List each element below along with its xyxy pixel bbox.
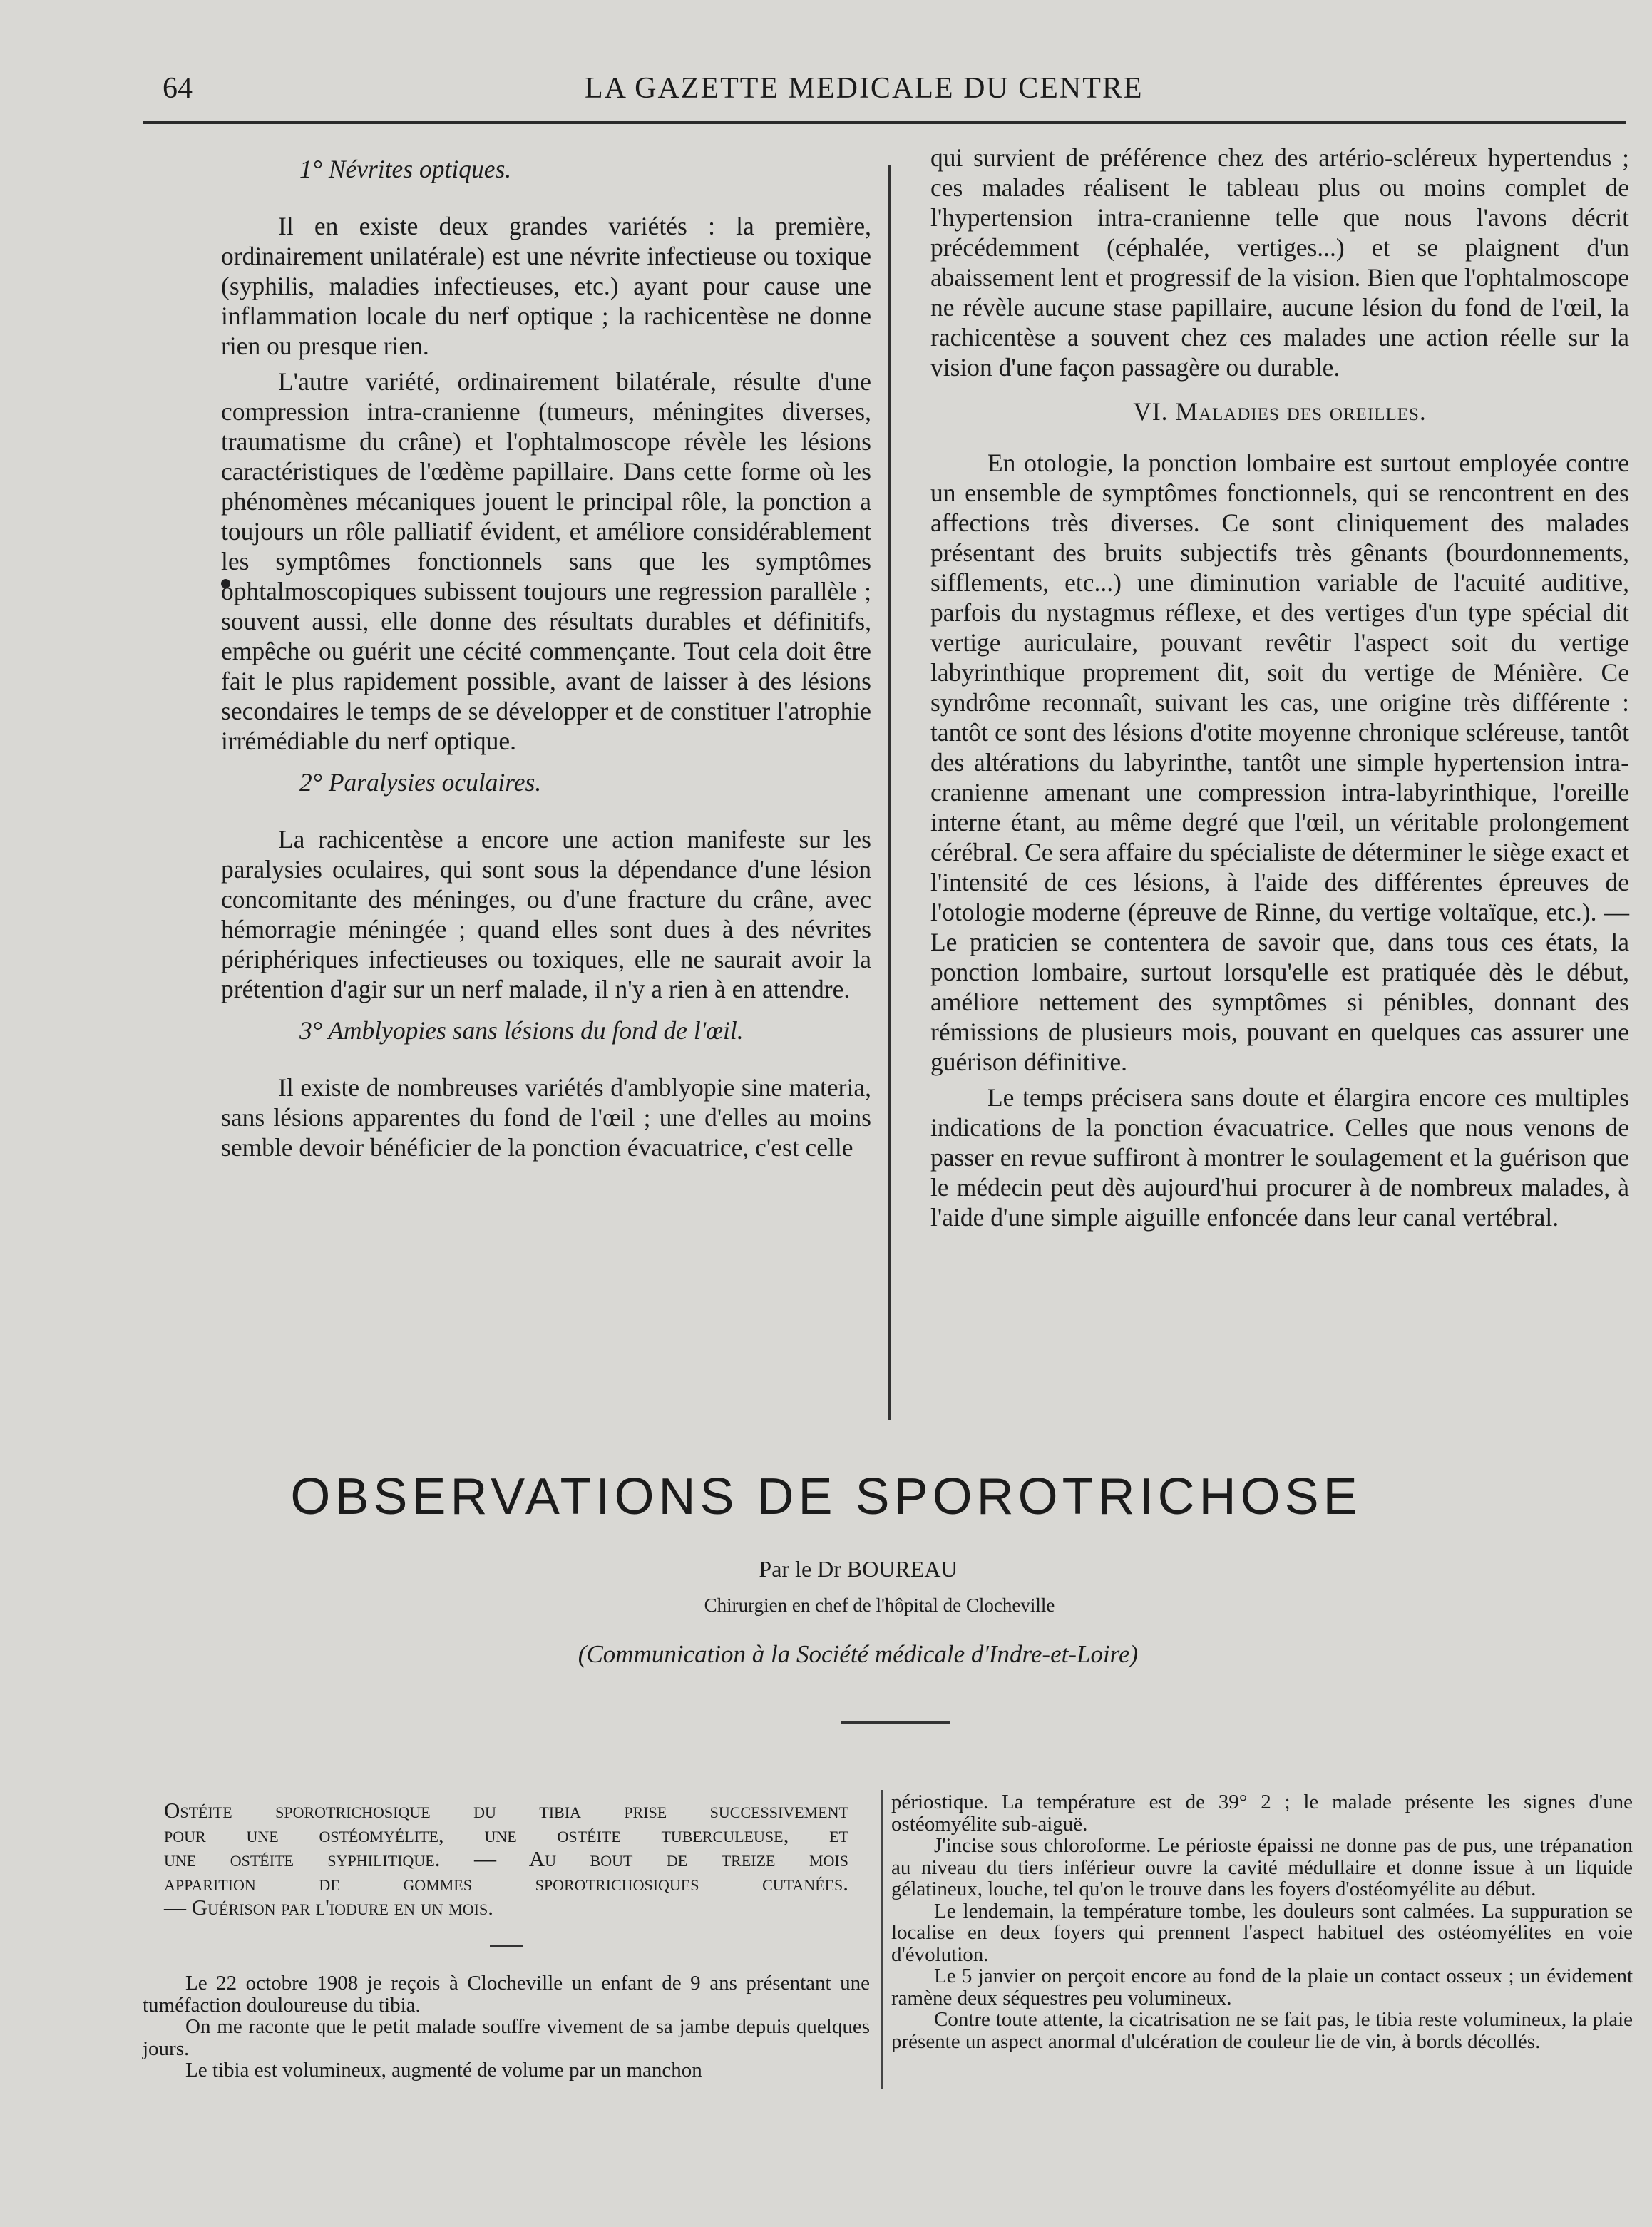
journal-title: LA GAZETTE MEDICALE DU CENTRE xyxy=(585,72,1144,105)
left-column xyxy=(221,143,871,1168)
article-title: OBSERVATIONS DE SPOROTRICHOSE xyxy=(290,1468,1362,1525)
header-rule xyxy=(143,121,1626,124)
paragraph: Il en existe deux grandes variétés : la première, ordinairement unilatérale) est une névrite infectieuse ou toxique (syphilis, maladies infectieuses, etc.) ayant pour cause une inflammation locale du nerf optique ; la rachicentèse ne donne rien ou presque rien. xyxy=(221,212,871,360)
observation-paragraph: Contre toute attente, la cicatrisation ne se fait pas, le tibia reste volumineux, la plaie présente un aspect anormal d'ulcération de couleur lie de vin, à bords décollés. xyxy=(891,2008,1633,2053)
right-column xyxy=(930,143,1629,1238)
observation-heading-line: Ostéite sporotrichosique du tibia prise successivement xyxy=(164,1798,848,1823)
observation-column-divider xyxy=(881,1790,883,2089)
observation-heading-line: une ostéite syphilitique. — Au bout de treize mois xyxy=(164,1846,848,1871)
observation-heading-line: pour une ostéomyélite, une ostéite tuberculeuse, et xyxy=(164,1822,848,1847)
observation-right-column xyxy=(891,1791,1633,2052)
observation-paragraph: périostique. La température est de 39° 2 ; le malade présente les signes d'une ostéomyélite sub-aiguë. xyxy=(891,1791,1633,1836)
observation-heading-line: apparition de gommes sporotrichosiques cutanées. xyxy=(164,1870,848,1895)
observation-paragraph: Le lendemain, la température tombe, les douleurs sont calmées. La suppuration se localise en deux foyers qui prennent l'aspect habituel des ostéomyélites en voie d'évolution. xyxy=(891,1899,1633,1966)
paragraph: Le temps précisera sans doute et élargira encore ces multiples indications de la ponction évacuatrice. Celles que nous venons de passer en revue suffiront à montrer le soulagement et la guérison que le médecin peut dès aujourd'hui procurer à de nombreux malades, à l'aide d'une simple aiguille enfoncée dans leur canal vertébral. xyxy=(930,1083,1629,1232)
observation-left-column xyxy=(143,1791,870,2082)
observation-paragraph: On me raconte que le petit malade souffre vivement de sa jambe depuis quelques jours. xyxy=(143,2015,870,2060)
observation-rule xyxy=(490,1945,523,1947)
observation-paragraph: Le 22 octobre 1908 je reçois à Clocheville un enfant de 9 ans présentant une tuméfaction douloureuse du tibia. xyxy=(143,1972,870,2017)
observation-paragraph: Le 5 janvier on perçoit encore au fond de la plaie un contact osseux ; un évidement ramène deux séquestres peu volumineux. xyxy=(891,1965,1633,2010)
page-number: 64 xyxy=(163,72,193,105)
observation-paragraph: J'incise sous chloroforme. Le périoste épaissi ne donne pas de pus, une trépanation au niveau du tiers inférieur ouvre la cavité médullaire et donne issue à un liquide gélatineux, louche, tel qu'on le trouve dans les foyers d'ostéomyélite au début. xyxy=(891,1834,1633,1900)
article-author: Par le Dr BOUREAU xyxy=(759,1556,958,1582)
observation-heading-line: — Guérison par l'iodure en un mois. xyxy=(164,1895,493,1920)
observation-paragraph: Le tibia est volumineux, augmenté de volume par un manchon xyxy=(185,2059,702,2082)
section-heading-nevrites: 1° Névrites optiques. xyxy=(299,155,512,183)
observation-heading xyxy=(164,1798,848,1920)
paragraph: qui survient de préférence chez des artério-scléreux hypertendus ; ces malades réalisent le tableau plus ou moins complet de l'hypertension intra-cranienne telle que nous l'avons décrit précédemment (céphalée, vertiges...) et se plaignent d'un abaissement lent et progressif de la vision. Bien que l'ophtalmoscope ne révèle aucune stase papillaire, aucune lésion du fond de l'œil, la rachicentèse a souvent chez ces malades une action réelle sur la vision d'une façon passagère ou durable. xyxy=(930,143,1629,382)
paragraph: L'autre variété, ordinairement bilatérale, résulte d'une compression intra-cranienne (tumeurs, méningites diverses, traumatisme du crâne) et l'ophtalmoscope révèle les lésions caractéristiques de l'œdème papillaire. Dans cette forme où les phénomènes mécaniques jouent le principal rôle, la ponction a toujours un rôle palliatif évident, et améliore considérablement les symptômes fonctionnels sans que les symptômes ophtalmoscopiques subissent toujours une regression parallèle ; souvent aussi, elle donne des résultats durables et définitifs, empêche ou guérit une cécité commençante. Tout cela doit être fait le plus rapidement possible, avant de laisser à des lésions secondaires le temps de se développer et de constituer l'atrophie irrémédiable du nerf optique. xyxy=(221,367,871,755)
article-affiliation: Chirurgien en chef de l'hôpital de Clocheville xyxy=(704,1594,1055,1616)
article-communication: (Communication à la Société médicale d'Indre-et-Loire) xyxy=(578,1640,1139,1668)
column-divider xyxy=(888,165,891,1420)
paragraph: En otologie, la ponction lombaire est surtout employée contre un ensemble de symptômes fonctionnels, qui se rencontrent en des affections très diverses. Ce sont cliniquement des malades présentant des bruits subjectifs très gênants (bourdonnements, sifflements, etc...) une diminution variable de l'acuité auditive, parfois du nystagmus réflexe, et des vertiges d'un type spécial dit vertige auriculaire, pouvant revêtir l'aspect soit du vertige labyrinthique proprement dit, soit du vertige de Ménière. Ce syndrôme reconnaît, suivant les cas, une origine très différente : tantôt ce sont des lésions d'otite moyenne chronique scléreuse, tantôt des altérations du labyrinthe, tantôt une simple hypertension intra-cranienne amenant une compression intra-labyrinthique, l'oreille interne étant, au même degré que l'œil, un véritable prolongement cérébral. Ce sera affaire du spécialiste de déterminer le siège exact et l'intensité de ces lésions, à l'aide des différentes épreuves de l'otologie moderne (épreuve de Rinne, du vertige voltaïque, etc.). — Le praticien se contentera de savoir que, dans tous ces états, la ponction lombaire, surtout lorsqu'elle est pratiquée dès le début, améliore nettement des symptômes si pénibles, donnant des rémissions de plusieurs mois, pouvant en quelques cas assurer une guérison définitive. xyxy=(930,449,1629,1076)
title-rule xyxy=(841,1721,950,1724)
paragraph: Il existe de nombreuses variétés d'amblyopie sine materia, sans lésions apparentes du fond de l'œil ; une d'elles au moins semble devoir bénéficier de la ponction évacuatrice, c'est celle xyxy=(221,1073,871,1162)
paragraph: La rachicentèse a encore une action manifeste sur les paralysies oculaires, qui sont sous la dépendance d'une lésion concomitante des méninges, ou d'une fracture du crâne, avec hémorragie méningée ; quand elles sont dues à des névrites périphériques infectieuses ou toxiques, elle ne saurait avoir la prétention d'agir sur un nerf malade, il n'y a rien à en attendre. xyxy=(221,825,871,1003)
section-heading-oreilles: VI. Maladies des oreilles. xyxy=(1133,397,1427,426)
section-heading-paralysies: 2° Paralysies oculaires. xyxy=(299,768,542,797)
section-heading-amblyopies: 3° Amblyopies sans lésions du fond de l'œil. xyxy=(299,1016,744,1045)
